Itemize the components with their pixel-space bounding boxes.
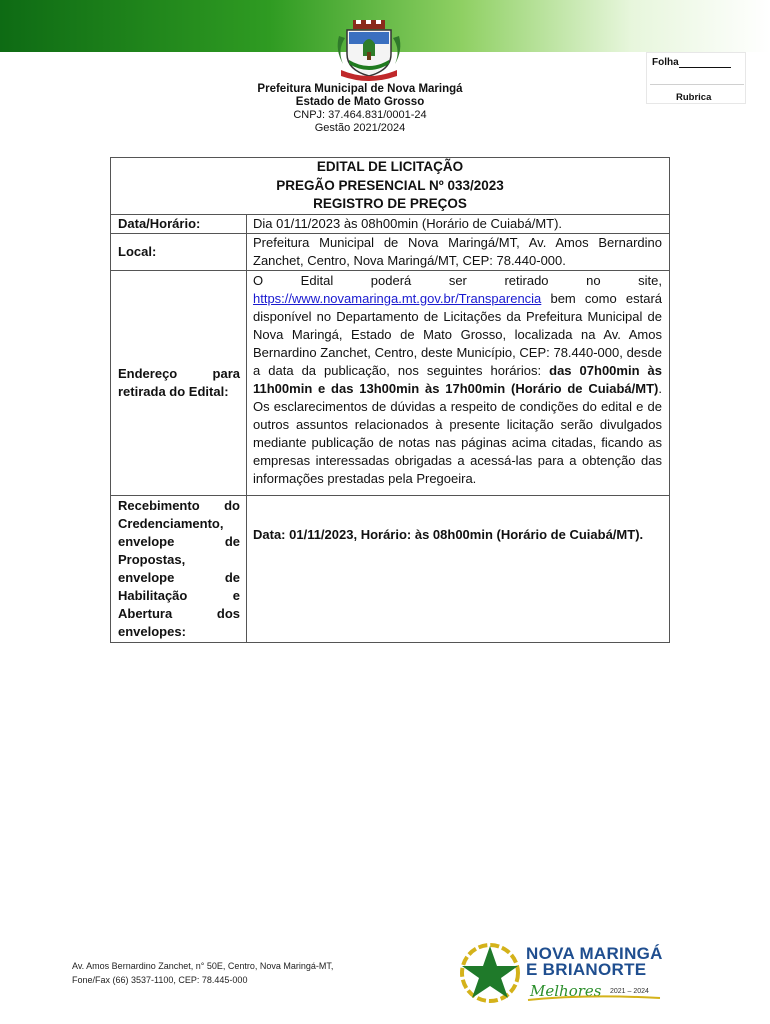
title-line-3: REGISTRO DE PREÇOS: [313, 196, 467, 211]
table-row: [111, 270, 670, 495]
address-line-1: Av. Amos Bernardino Zanchet, n° 50E, Centro, Nova Maringá-MT,: [72, 961, 334, 971]
folha-label: Folha: [652, 57, 679, 68]
recebimento-value: Data: 01/11/2023, Horário: às 08h00min (Horário de Cuiabá/MT).: [247, 495, 670, 642]
state-name: Estado de Mato Grosso: [295, 96, 425, 108]
rubrica-label: Rubrica: [676, 92, 712, 103]
title-line-1: EDITAL DE LICITAÇÃO: [316, 159, 464, 174]
edital-summary-table: [110, 157, 670, 643]
star-emblem-icon: [458, 940, 522, 1004]
datahora-label: Data/Horário:: [111, 214, 247, 233]
logo-swoosh-icon: [526, 994, 662, 1002]
logo-script: Melhores: [530, 982, 602, 1000]
cnpj-number: CNPJ: 37.464.831/0001-24: [293, 109, 427, 121]
table-row: [111, 233, 670, 270]
table-row: [111, 214, 670, 233]
municipal-coat-of-arms-icon: [333, 20, 405, 82]
table-row: [111, 495, 670, 642]
transparencia-link[interactable]: https://www.novamaringa.mt.gov.br/Transparencia: [253, 290, 542, 306]
folha-blank-line: [679, 59, 731, 68]
municipal-brand-logo: [526, 946, 663, 978]
title-line-2: PREGÃO PRESENCIAL Nº 033/2023: [276, 177, 504, 193]
recebimento-label: Recebimento do Credenciamento, envelope de Propostas, envelope de Habilitação e Abertura dos envelopes:: [111, 495, 247, 642]
endereco-hours: das 07h00min às 11h00min e das 13h00min às 17h00min (Horário de Cuiabá/MT): [253, 362, 663, 396]
footer-address: [72, 959, 333, 987]
administration-term: Gestão 2021/2024: [314, 122, 406, 134]
datahora-value: Dia 01/11/2023 às 08h00min (Horário de Cuiabá/MT).: [247, 214, 670, 233]
address-line-2: Fone/Fax (66) 3537-1100, CEP: 78.445-000: [72, 975, 248, 985]
logo-line-1: NOVA MARINGÁ: [526, 944, 663, 963]
institution-header: [200, 83, 520, 135]
folha-field: [652, 57, 731, 68]
endereco-label: Endereço para retirada do Edital:: [111, 270, 247, 495]
local-label: Local:: [111, 233, 247, 270]
local-value: Prefeitura Municipal de Nova Maringá/MT, Av. Amos Bernardino Zanchet, Centro, Nova Maringá/MT, CEP: 78.440-000.: [247, 233, 670, 270]
logo-years: 2021 – 2024: [610, 988, 649, 995]
endereco-value: [247, 270, 670, 495]
endereco-text-2: . Os esclarecimentos de dúvidas a respeito de condições do edital e de outros assuntos relacionados à presente licitação serão divulgados mediante publicação de notas nas páginas acima citadas, ficando as empresas interessadas obrigadas a acessá-las para a obtenção das informações prestadas pela Pregoeira.: [253, 380, 662, 486]
municipality-name: Prefeitura Municipal de Nova Maringá: [257, 83, 463, 95]
title-row: [111, 158, 670, 215]
edital-title: [111, 158, 670, 215]
endereco-text-1: bem como estará disponível no Departamento de Licitações da Prefeitura Municipal de Nova Maringá, Estado de Mato Grosso, localizada na Av. Amos Bernardino Zanchet, Centro, deste Município, CEP: 78.440-000, desde a data da publicação, nos seguintes horários:: [253, 290, 662, 378]
stamp-divider: [650, 84, 744, 85]
logo-line-2: E BRIANORTE: [526, 960, 647, 979]
endereco-intro: O Edital poderá ser retirado no site,: [253, 272, 662, 288]
